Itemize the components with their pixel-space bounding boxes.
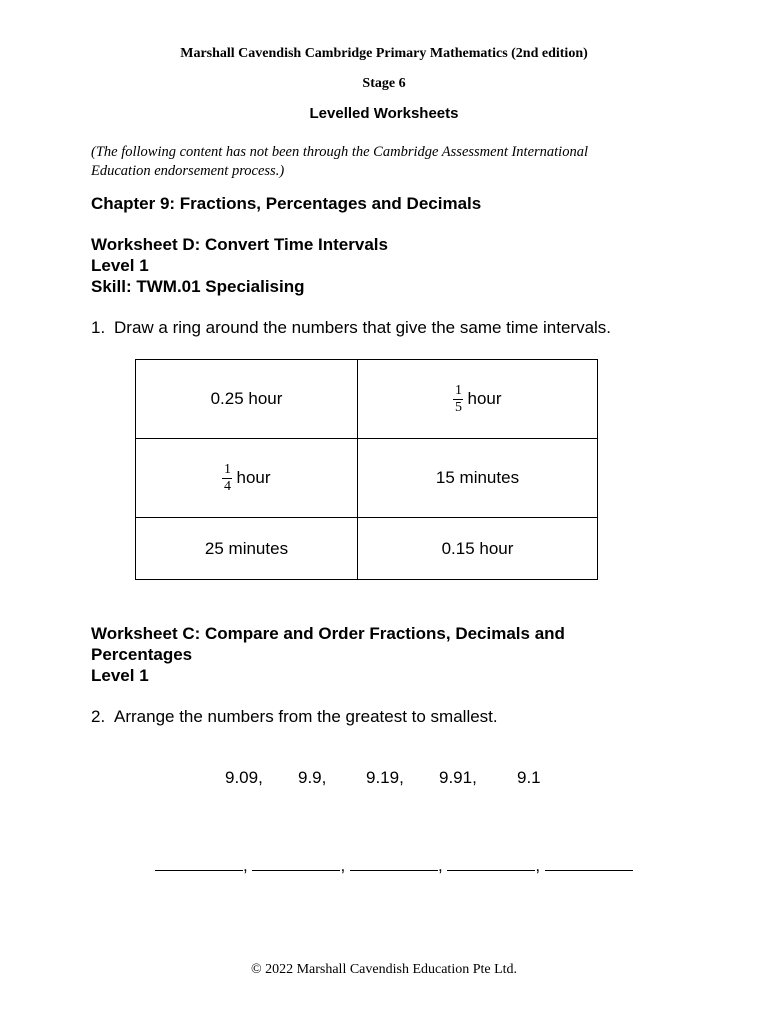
answer-blanks	[155, 856, 633, 876]
blank-separator: ,	[535, 856, 541, 875]
table-cell[interactable]	[358, 518, 598, 580]
table-cell[interactable]	[136, 360, 358, 439]
question-text: Draw a ring around the numbers that give the same time intervals.	[114, 318, 612, 337]
cell-value: 15 minutes	[435, 468, 520, 487]
worksheet-d-level: Level 1	[91, 256, 149, 275]
cell-value: 0.15 hour	[441, 538, 514, 558]
stage-label: Stage 6	[362, 76, 406, 91]
chapter-title: Chapter 9: Fractions, Percentages and Decimals	[91, 194, 482, 213]
publisher-line: Marshall Cavendish Cambridge Primary Mathematics (2nd edition)	[180, 46, 588, 61]
cell-value: 0.25 hour	[210, 389, 283, 408]
worksheet-c-title-line2: Percentages	[91, 645, 193, 664]
question-number: 2.	[91, 707, 106, 726]
answer-blank[interactable]	[155, 856, 243, 871]
blank-separator: ,	[437, 856, 443, 875]
time-intervals-table	[135, 359, 598, 580]
worksheet-d-skill: Skill: TWM.01 Specialising	[91, 277, 305, 296]
unit-label: hour	[236, 467, 271, 487]
number-item: 9.19,	[366, 768, 404, 787]
copyright-footer: © 2022 Marshall Cavendish Education Pte Ltd.	[250, 962, 518, 977]
blank-separator: ,	[340, 856, 346, 875]
worksheet-c-level: Level 1	[91, 666, 149, 685]
doc-type-label: Levelled Worksheets	[309, 105, 459, 122]
question-number: 1.	[91, 318, 106, 337]
table-cell[interactable]	[358, 360, 598, 439]
question-2	[91, 707, 498, 727]
fraction-numerator: 1	[223, 461, 231, 477]
fraction-denominator: 5	[454, 399, 462, 415]
question-text: Arrange the numbers from the greatest to smallest.	[114, 707, 498, 726]
fraction-numerator: 1	[454, 382, 462, 398]
fraction-denominator: 4	[223, 478, 231, 494]
worksheet-d-title: Worksheet D: Convert Time Intervals	[91, 235, 388, 254]
number-item: 9.1	[517, 768, 541, 787]
answer-blank[interactable]	[252, 856, 340, 871]
unit-label: hour	[467, 388, 502, 408]
table-cell[interactable]	[136, 518, 358, 580]
worksheet-c-title-line1: Worksheet C: Compare and Order Fractions, Decimals and	[91, 624, 565, 643]
fraction	[453, 384, 463, 415]
cell-value: 25 minutes	[204, 538, 289, 558]
answer-blank[interactable]	[447, 856, 535, 871]
question-1	[91, 318, 611, 338]
number-item: 9.91,	[439, 768, 477, 787]
number-item: 9.09,	[225, 768, 263, 787]
table-cell[interactable]	[358, 439, 598, 518]
answer-blank[interactable]	[545, 856, 633, 871]
table-cell[interactable]	[136, 439, 358, 518]
blank-separator: ,	[243, 856, 248, 875]
disclaimer-text: (The following content has not been through the Cambridge Assessment International Education endorsement process.)	[91, 144, 588, 179]
answer-blank[interactable]	[350, 856, 438, 871]
number-item: 9.9,	[298, 768, 327, 787]
fraction	[222, 463, 232, 494]
